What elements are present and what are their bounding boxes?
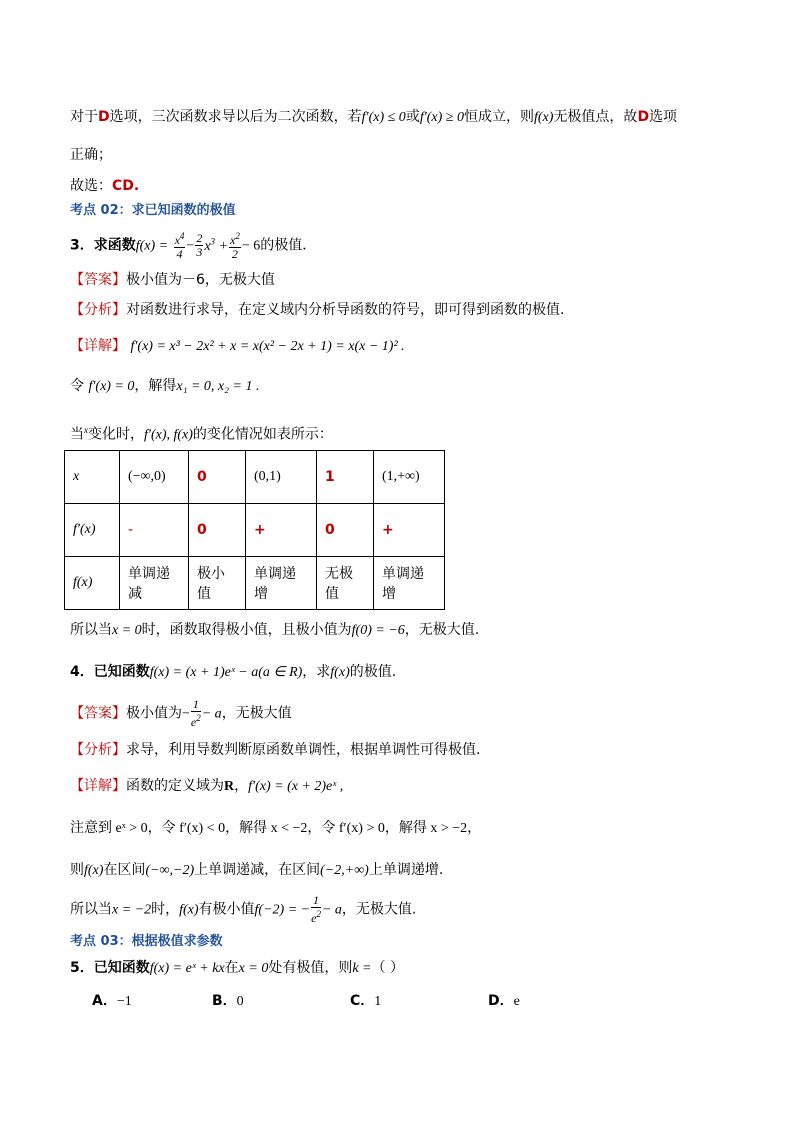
text: ，求 — [302, 664, 331, 680]
math: k = — [352, 961, 372, 976]
text: （ ） — [371, 960, 404, 976]
kaodian-02-heading: 考点 02：求已知函数的极值 — [70, 203, 236, 218]
math: f(0) = −6 — [351, 623, 405, 638]
q3-change — [70, 420, 333, 446]
text: 所以当 — [70, 622, 112, 638]
question-number: 4．已知函数 — [70, 664, 150, 680]
math: f(x) — [179, 902, 199, 918]
math: f(x) = eˣ + kx — [149, 961, 225, 976]
table-row — [65, 557, 445, 610]
fraction: $\frac{x^2}{2}$ — [229, 231, 240, 262]
math: f′(x) ≥ 0 — [419, 110, 464, 125]
table-cell: (−∞,0) — [120, 451, 189, 504]
text: 极小值为－6，无极大值 — [126, 272, 275, 288]
text: 时，函数取得极小值，且极小值为 — [141, 622, 352, 638]
q4-conclusion: 所以当x = −2时，f(x)有极小值f(−2) = − $\frac{1}{e^2}$ − a，无极大值. — [70, 893, 417, 925]
option-label: A． — [92, 993, 117, 1009]
table-cell: 极小值 — [189, 557, 246, 610]
math: f(x) — [84, 863, 104, 878]
text: 令 — [70, 378, 84, 394]
math: R — [224, 779, 235, 794]
variation-table — [64, 450, 445, 610]
option-label: B． — [212, 993, 237, 1009]
table-cell: 0 — [317, 504, 374, 557]
q4-answer: 【答案】极小值为− $\frac{1}{e^2}$ − a，无极大值 — [70, 697, 292, 729]
math: f′(x) = x³ − 2x² + x = x(x² − 2x + 1) = x(x − 1)² . — [130, 339, 405, 354]
q4-detail: 【详解】函数的定义域为R，f′(x) = (x + 2)eˣ , — [70, 778, 344, 794]
math: f′(x), f(x) — [144, 427, 193, 443]
option-label: C． — [350, 993, 375, 1009]
text: 故选： — [70, 178, 112, 194]
math: x = 0 — [112, 623, 142, 638]
text: 则 — [70, 862, 84, 878]
text: 无极值点，故 — [553, 109, 638, 125]
text: 对函数进行求导，在定义域内分析导函数的符号，即可得到函数的极值. — [126, 302, 565, 318]
option-a[interactable] — [92, 990, 132, 1010]
option-b[interactable] — [212, 990, 244, 1010]
fraction: $\frac{1}{e^2}$ — [190, 697, 201, 729]
question-number: 3．求函数 — [70, 237, 136, 254]
text: ，无极大值 — [221, 705, 292, 722]
table-cell: - — [120, 504, 189, 557]
text: 或 — [405, 109, 420, 125]
text: 所以当 — [70, 901, 112, 918]
fraction: $\frac{x^4}{4}$ — [174, 231, 185, 262]
text: 正确； — [70, 147, 112, 163]
math: x = 0 — [238, 961, 269, 976]
text: 的极值. — [349, 664, 397, 680]
q3-detail — [70, 336, 405, 357]
q4-monotonic — [70, 860, 443, 881]
math-text: 注意到 eˣ > 0，令 f′(x) < 0，解得 x < −2，令 f′(x) > 0，解得 x > −2， — [70, 821, 482, 836]
table-cell: 1 — [317, 451, 374, 504]
math: x = −2 — [112, 902, 152, 918]
math: f(x) — [534, 110, 554, 125]
q3-answer — [70, 270, 275, 290]
math: f(x) = — [135, 238, 169, 254]
math: (−2,+∞) — [320, 863, 369, 878]
table-cell: f′(x) — [65, 504, 120, 557]
question-number: 5．已知函数 — [70, 960, 150, 976]
text: 上单调递增. — [368, 862, 444, 878]
text: 上单调递减，在区间 — [194, 862, 321, 878]
table-cell: x — [65, 451, 120, 504]
fraction: $\frac{1}{e^2}$ — [311, 893, 321, 925]
q5-stem — [70, 958, 404, 979]
option-letter: D — [98, 109, 110, 125]
text: 在 — [224, 960, 239, 976]
table-cell: (0,1) — [246, 451, 317, 504]
d-option-line-2 — [70, 145, 112, 165]
text: 求导，利用导数判断原函数单调性，根据单调性可得极值. — [126, 742, 481, 758]
math: f(−2) = − — [254, 902, 311, 918]
text: 当 — [70, 426, 84, 443]
text: 对于 — [70, 109, 98, 125]
q4-note — [70, 818, 481, 839]
table-cell: 单调递减 — [120, 557, 189, 610]
math: f′(x) = (x + 2)eˣ , — [248, 779, 344, 794]
table-cell: + — [374, 504, 445, 557]
table-row — [65, 504, 445, 557]
detail-tag: 【详解】 — [70, 338, 126, 354]
math: f(x) — [330, 665, 350, 680]
option-letter: D — [637, 109, 650, 125]
math: f′(x) = 0 — [88, 379, 135, 394]
text: 处有极值，则 — [268, 960, 353, 976]
table-cell: f(x) — [65, 557, 120, 610]
table-cell: 0 — [189, 504, 246, 557]
kaodian-03-heading: 考点 03：根据极值求参数 — [70, 934, 223, 949]
option-label: D． — [488, 993, 514, 1009]
detail-tag: 【详解】 — [70, 778, 126, 794]
answer-tag: 【答案】 — [70, 272, 126, 288]
analysis-tag: 【分析】 — [70, 742, 126, 758]
option-c[interactable] — [350, 990, 381, 1010]
table-cell: 无极值 — [317, 557, 374, 610]
q3-analysis — [70, 300, 564, 320]
text: 极小值为 — [126, 705, 182, 722]
q4-analysis — [70, 740, 480, 760]
math: x₁ = 0, x₂ = 1 . — [176, 379, 260, 394]
math: (−∞,−2) — [145, 863, 195, 878]
q3-ling — [70, 376, 259, 397]
text: ，解得 — [134, 378, 177, 394]
option-value: e — [513, 994, 520, 1009]
text: 的变化情况如表所示： — [192, 426, 333, 443]
choice-answer: CD. — [112, 178, 140, 194]
d-option-line — [70, 107, 677, 128]
text: 选项，三次函数求导以后为二次函数，若 — [109, 109, 362, 125]
q3-stem: 3．求函数f(x) = $\frac{x^4}{4}$ − $\frac{2}{3}$ $x^3$ + $\frac{x^2}{2}$ − 6的极值． — [70, 231, 317, 262]
table-cell: 单调递增 — [374, 557, 445, 610]
table-row — [65, 451, 445, 504]
option-value: 0 — [236, 994, 244, 1009]
text: 选项 — [649, 109, 678, 125]
math: f(x) = (x + 1)eˣ − a(a ∈ R) — [149, 665, 303, 680]
text: 有极小值 — [198, 901, 255, 918]
option-value: −1 — [116, 994, 132, 1009]
text: 时， — [151, 901, 180, 918]
text: 变化时， — [88, 426, 144, 443]
text: 在区间 — [103, 862, 146, 878]
fraction: $\frac{2}{3}$ — [196, 231, 203, 260]
table-cell: + — [246, 504, 317, 557]
text: 恒成立，则 — [464, 109, 534, 125]
option-value: 1 — [374, 994, 382, 1009]
text: 函数的定义域为 — [126, 778, 224, 794]
q4-stem — [70, 662, 396, 683]
table-cell: 单调递增 — [246, 557, 317, 610]
answer-tag: 【答案】 — [70, 705, 126, 722]
text: ，无极大值. — [404, 622, 480, 638]
choice-line — [70, 176, 139, 196]
q3-conclusion — [70, 620, 479, 641]
text: ，无极大值. — [341, 901, 417, 918]
text: 的极值． — [260, 237, 317, 254]
math: f′(x) ≤ 0 — [361, 110, 406, 125]
table-cell: (1,+∞) — [374, 451, 445, 504]
analysis-tag: 【分析】 — [70, 302, 126, 318]
option-d[interactable] — [488, 990, 520, 1010]
math: x — [84, 425, 88, 435]
table-cell: 0 — [189, 451, 246, 504]
